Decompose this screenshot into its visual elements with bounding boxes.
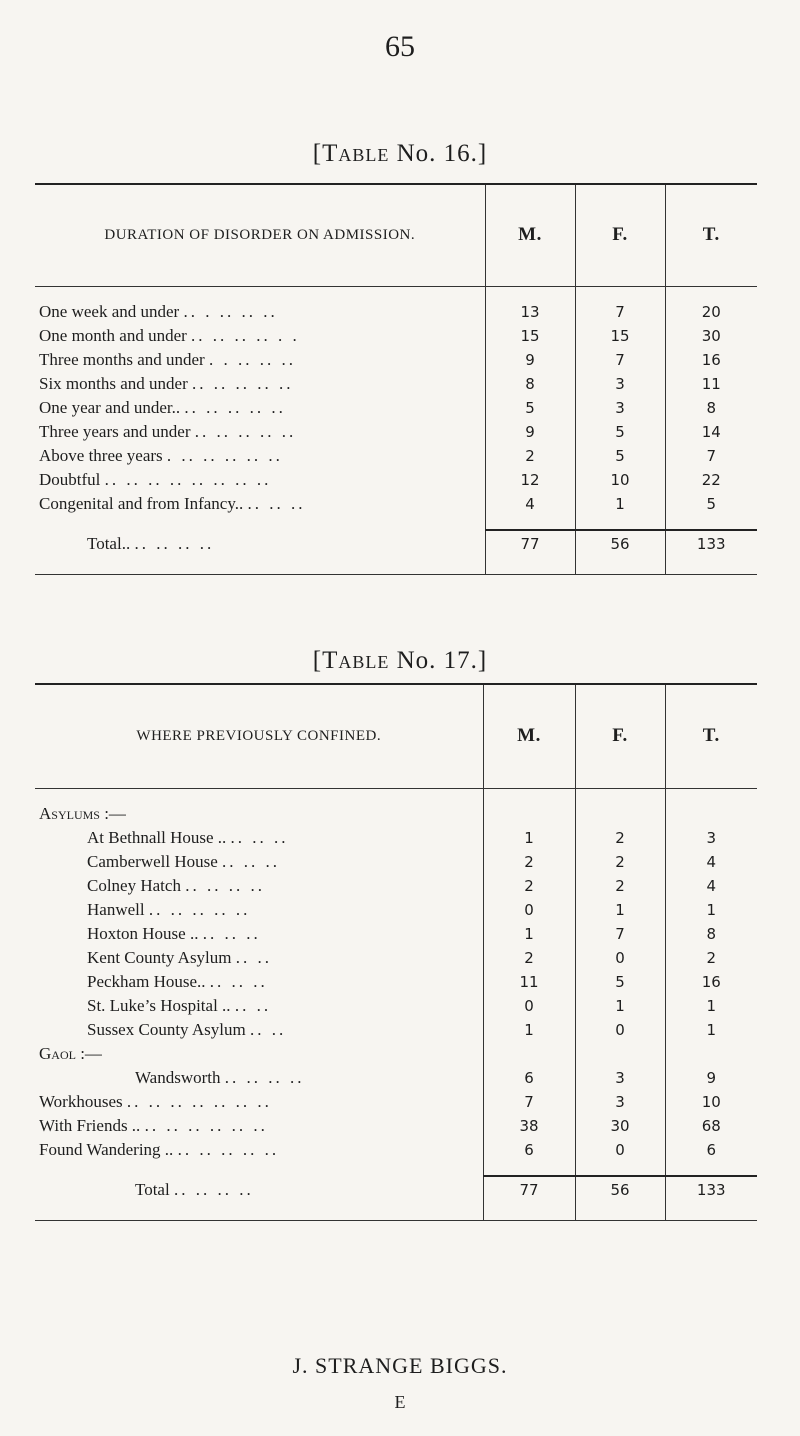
leader-dots: .. ..	[235, 948, 273, 967]
total-m: 77	[483, 1176, 575, 1220]
table-17	[35, 683, 757, 1221]
cell-t: 30	[665, 324, 757, 348]
column-header-t: T.	[665, 684, 757, 788]
row-label: Kent County Asylum	[87, 948, 232, 967]
table-row	[35, 922, 757, 946]
cell-t: 8	[665, 396, 757, 420]
row-label: Camberwell House	[87, 852, 218, 871]
cell-f: 7	[575, 300, 665, 324]
leader-dots: .. . .. .. ..	[183, 302, 278, 321]
row-label: Doubtful	[39, 470, 101, 489]
row-label: Hanwell	[87, 900, 145, 919]
leader-dots: .. .. .. .. ..	[177, 1140, 280, 1159]
cell-f: 15	[575, 324, 665, 348]
table-16-caption	[0, 140, 800, 168]
table-row	[35, 396, 757, 420]
table-row	[35, 372, 757, 396]
leader-dots: .. .. .. ..	[224, 1068, 305, 1087]
section-heading-row	[35, 802, 757, 826]
leader-dots: .. .. .. .. ..	[148, 900, 251, 919]
table-row	[35, 898, 757, 922]
leader-dots: .. .. .. ..	[185, 876, 265, 895]
table-row	[35, 1090, 757, 1114]
cell-f: 10	[575, 468, 665, 492]
row-label: Six months and under	[39, 374, 188, 393]
table-row	[35, 850, 757, 874]
leader-dots: .. .. .. .. .. .. ..	[126, 1092, 272, 1111]
cell-t: 4	[665, 874, 757, 898]
table-17-total-row	[35, 1176, 757, 1220]
row-label: Hoxton House ..	[87, 924, 199, 943]
total-f: 56	[575, 530, 665, 574]
table-row	[35, 1018, 757, 1042]
cell-m: 0	[483, 994, 575, 1018]
row-label: St. Luke’s Hospital ..	[87, 996, 231, 1015]
table-row	[35, 874, 757, 898]
caption-bracket: [	[312, 140, 323, 167]
cell-m: 2	[483, 850, 575, 874]
cell-m: 15	[485, 324, 575, 348]
table-row	[35, 1138, 757, 1162]
cell-f: 7	[575, 348, 665, 372]
row-label: At Bethnall House ..	[87, 828, 227, 847]
cell-m: 1	[483, 922, 575, 946]
table-row	[35, 1114, 757, 1138]
cell-m: 1	[483, 826, 575, 850]
cell-m: 4	[485, 492, 575, 516]
cell-f: 5	[575, 420, 665, 444]
leader-dots: .. .. ..	[209, 972, 268, 991]
cell-m: 11	[483, 970, 575, 994]
cell-m: 5	[485, 396, 575, 420]
row-label: One month and under	[39, 326, 187, 345]
cell-t: 6	[665, 1138, 757, 1162]
cell-m: 8	[485, 372, 575, 396]
row-label: Workhouses	[39, 1092, 123, 1111]
column-header-t: T.	[665, 184, 757, 286]
cell-f: 3	[575, 1066, 665, 1090]
table-row	[35, 970, 757, 994]
cell-m: 0	[483, 898, 575, 922]
page-number: 65	[385, 30, 415, 63]
cell-t: 7	[665, 444, 757, 468]
cell-f: 30	[575, 1114, 665, 1138]
cell-m: 9	[485, 348, 575, 372]
leader-dots: .. .. .. .. . .	[191, 326, 300, 345]
section-heading-row	[35, 1042, 757, 1066]
cell-f: 2	[575, 874, 665, 898]
leader-dots: .. .. .. ..	[173, 1180, 254, 1199]
table-row	[35, 946, 757, 970]
row-label: Found Wandering ..	[39, 1140, 174, 1159]
cell-t: 11	[665, 372, 757, 396]
cell-t: 9	[665, 1066, 757, 1090]
column-header-f: F.	[575, 184, 665, 286]
cell-t: 14	[665, 420, 757, 444]
caption-bracket: [	[312, 647, 323, 674]
signature-mark: E	[394, 1392, 406, 1412]
cell-t: 1	[665, 994, 757, 1018]
caption-word: Table	[322, 140, 390, 167]
cell-t: 16	[665, 970, 757, 994]
table-row	[35, 300, 757, 324]
leader-dots: .. .. .. ..	[134, 534, 215, 553]
cell-m: 6	[483, 1138, 575, 1162]
row-label: Sussex County Asylum	[87, 1020, 246, 1039]
table-row	[35, 468, 757, 492]
table-16	[35, 183, 757, 575]
leader-dots: .. .. .. .. .. ..	[144, 1116, 268, 1135]
cell-t: 22	[665, 468, 757, 492]
column-header-f: F.	[575, 684, 665, 788]
leader-dots: .. .. .. .. ..	[194, 422, 297, 441]
cell-t: 3	[665, 826, 757, 850]
leader-dots: .. .. ..	[247, 494, 306, 513]
table-row	[35, 324, 757, 348]
total-label: Total..	[87, 534, 131, 553]
cell-f: 0	[575, 1138, 665, 1162]
cell-t: 1	[665, 1018, 757, 1042]
row-label: Three years and under	[39, 422, 191, 441]
total-t: 133	[665, 1176, 757, 1220]
cell-m: 2	[483, 874, 575, 898]
table-16-total-row	[35, 530, 757, 574]
row-label: With Friends ..	[39, 1116, 141, 1135]
caption-number: No. 17.]	[389, 647, 488, 674]
cell-t: 8	[665, 922, 757, 946]
gaol-heading: Gaol :—	[39, 1044, 102, 1063]
row-label: Wandsworth	[135, 1068, 221, 1087]
cell-m: 12	[485, 468, 575, 492]
cell-m: 2	[483, 946, 575, 970]
total-t: 133	[665, 530, 757, 574]
row-label: Three months and under	[39, 350, 205, 369]
cell-f: 1	[575, 898, 665, 922]
row-label: One year and under..	[39, 398, 181, 417]
cell-m: 13	[485, 300, 575, 324]
row-label: Above three years	[39, 446, 163, 465]
total-m: 77	[485, 530, 575, 574]
leader-dots: .. .. ..	[202, 924, 261, 943]
cell-f: 3	[575, 1090, 665, 1114]
table-row	[35, 1066, 757, 1090]
cell-m: 9	[485, 420, 575, 444]
cell-f: 3	[575, 396, 665, 420]
cell-f: 5	[575, 444, 665, 468]
leader-dots: .. .. ..	[230, 828, 289, 847]
cell-f: 7	[575, 922, 665, 946]
leader-dots: . .. .. .. .. ..	[166, 446, 283, 465]
cell-t: 4	[665, 850, 757, 874]
row-label: Colney Hatch	[87, 876, 181, 895]
table-row	[35, 444, 757, 468]
leader-dots: .. .. .. .. .. .. .. ..	[104, 470, 272, 489]
table-row	[35, 420, 757, 444]
cell-t: 1	[665, 898, 757, 922]
cell-f: 3	[575, 372, 665, 396]
row-label: One week and under	[39, 302, 180, 321]
leader-dots: .. ..	[249, 1020, 287, 1039]
cell-m: 2	[485, 444, 575, 468]
total-label: Total	[135, 1180, 170, 1199]
leader-dots: .. .. .. .. ..	[184, 398, 286, 417]
cell-m: 1	[483, 1018, 575, 1042]
cell-m: 7	[483, 1090, 575, 1114]
leader-dots: . . .. .. ..	[208, 350, 296, 369]
cell-m: 38	[483, 1114, 575, 1138]
leader-dots: .. .. .. .. ..	[192, 374, 294, 393]
table-row	[35, 826, 757, 850]
cell-f: 5	[575, 970, 665, 994]
row-label: Congenital and from Infancy..	[39, 494, 244, 513]
cell-f: 0	[575, 946, 665, 970]
caption-word: Table	[322, 647, 390, 674]
cell-f: 1	[575, 994, 665, 1018]
leader-dots: .. ..	[234, 996, 272, 1015]
cell-t: 2	[665, 946, 757, 970]
column-header-m: M.	[485, 184, 575, 286]
cell-t: 16	[665, 348, 757, 372]
cell-m: 6	[483, 1066, 575, 1090]
cell-t: 10	[665, 1090, 757, 1114]
column-header-where-confined: WHERE PREVIOUSLY CONFINED.	[35, 684, 483, 788]
column-header-duration: DURATION OF DISORDER ON ADMISSION.	[35, 184, 485, 286]
table-row	[35, 994, 757, 1018]
caption-number: No. 16.]	[389, 140, 488, 167]
leader-dots: .. .. ..	[222, 852, 281, 871]
row-label: Peckham House..	[87, 972, 206, 991]
table-row	[35, 348, 757, 372]
total-f: 56	[575, 1176, 665, 1220]
cell-f: 1	[575, 492, 665, 516]
column-header-m: M.	[483, 684, 575, 788]
cell-t: 20	[665, 300, 757, 324]
cell-f: 0	[575, 1018, 665, 1042]
table-row	[35, 492, 757, 516]
cell-t: 5	[665, 492, 757, 516]
cell-t: 68	[665, 1114, 757, 1138]
asylums-heading: Asylums :—	[39, 804, 126, 823]
table-17-caption	[0, 647, 800, 675]
cell-f: 2	[575, 850, 665, 874]
signature: J. STRANGE BIGGS.	[292, 1353, 508, 1378]
cell-f: 2	[575, 826, 665, 850]
